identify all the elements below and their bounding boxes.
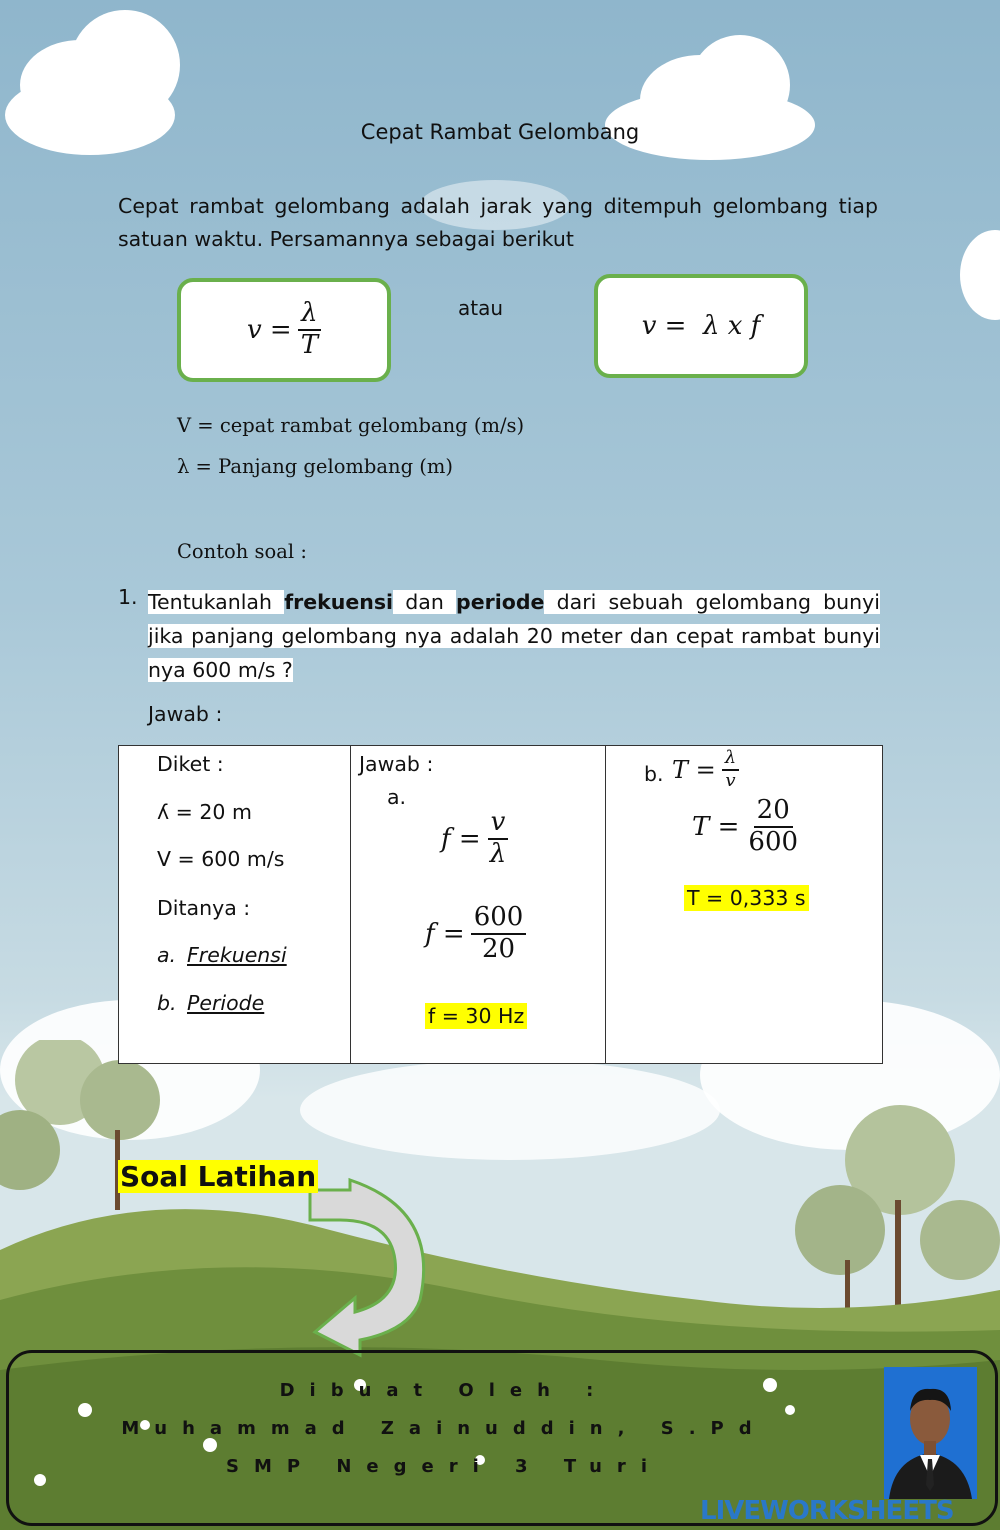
formula-box-frequency <box>594 274 808 378</box>
asked-frekuensi: Frekuensi <box>187 943 287 967</box>
formula-numerator: λ <box>298 299 320 331</box>
period-substitution <box>692 796 801 858</box>
period-formula-num: λ <box>722 748 739 771</box>
frequency-result-highlight: f = 30 Hz <box>425 1003 527 1029</box>
frequency-formula-fraction <box>487 808 509 870</box>
definition-lambda: λ = Panjang gelombang (m) <box>177 455 453 478</box>
question-text <box>148 585 880 687</box>
ditanya-label: Ditanya : <box>157 896 251 920</box>
formula-lhs: v = <box>246 315 292 345</box>
example-label: Contoh soal : <box>177 540 307 563</box>
diket-label: Diket : <box>157 752 224 776</box>
answer-label: Jawab : <box>148 702 223 726</box>
period-formula <box>672 748 739 791</box>
definition-v: V = cepat rambat gelombang (m/s) <box>177 414 525 437</box>
period-formula-fraction <box>722 748 739 791</box>
frequency-substitution <box>425 903 526 965</box>
question-bold-periode: periode <box>456 590 545 614</box>
intro-paragraph: Cepat rambat gelombang adalah jarak yang ditempuh gelombang tiap satuan waktu. Persamannya sebagai berikut <box>118 194 878 251</box>
answer-table <box>118 745 883 1064</box>
asked-b-prefix: b. <box>157 991 177 1015</box>
formula-fraction <box>298 299 321 361</box>
asked-a-prefix: a. <box>157 943 177 967</box>
period-formula-lhs: T = <box>672 755 716 784</box>
question-part3: dari sebuah gelombang bunyi jika panjang gelombang nya adalah 20 meter dan cepat rambat bunyi nya 600 m/s ? <box>148 590 880 682</box>
author-photo <box>884 1367 977 1499</box>
frequency-formula <box>441 808 509 870</box>
velocity-value: V = 600 m/s <box>157 847 285 871</box>
period-sub-lhs: T = <box>692 811 740 842</box>
part-b-label: b. <box>644 762 664 786</box>
frequency-formula-num: v <box>488 808 509 840</box>
period-sub-den: 600 <box>748 826 799 857</box>
period-sub-num: 20 <box>754 796 793 828</box>
period-sub-fraction <box>745 796 801 858</box>
period-column <box>606 746 883 1064</box>
frequency-result <box>425 1004 527 1028</box>
practice-label: Soal Latihan <box>120 1160 317 1193</box>
period-result-highlight: T = 0,333 s <box>684 885 809 911</box>
frequency-formula-lhs: f = <box>441 823 481 854</box>
question-number: 1. <box>118 585 138 609</box>
credit-line-1: Dibuat Oleh : <box>279 1380 609 1401</box>
frequency-formula-den: λ <box>489 838 507 869</box>
period-result <box>684 886 809 910</box>
part-a-label: a. <box>387 785 407 809</box>
frequency-sub-den: 20 <box>481 933 516 964</box>
question-part2: dan <box>393 590 457 614</box>
frequency-sub-num: 600 <box>471 903 527 935</box>
frequency-column <box>351 746 606 1064</box>
jawab-label: Jawab : <box>359 752 434 776</box>
credit-line-2: Muhammad Zainuddin, S.Pd <box>121 1418 767 1439</box>
formula-denominator: T <box>300 330 319 360</box>
known-column <box>119 746 351 1064</box>
question-part1: Tentukanlah <box>148 590 285 614</box>
frequency-sub-lhs: f = <box>425 918 465 949</box>
formula-box-period <box>177 278 391 382</box>
page-title: Cepat Rambat Gelombang <box>360 120 640 144</box>
lambda-value: ʎ = 20 m <box>157 800 252 824</box>
watermark-liveworksheets: LIVEWORKSHEETS <box>700 1496 954 1526</box>
period-formula-den: v <box>725 769 736 791</box>
question-bold-frekuensi: frekuensi <box>284 590 394 614</box>
credit-line-3: SMP Negeri 3 Turi <box>226 1456 662 1477</box>
formula-text: v = λ x f <box>641 311 761 341</box>
frequency-sub-fraction <box>471 903 527 965</box>
asked-periode: Periode <box>187 991 265 1015</box>
or-label: atau <box>458 296 504 320</box>
